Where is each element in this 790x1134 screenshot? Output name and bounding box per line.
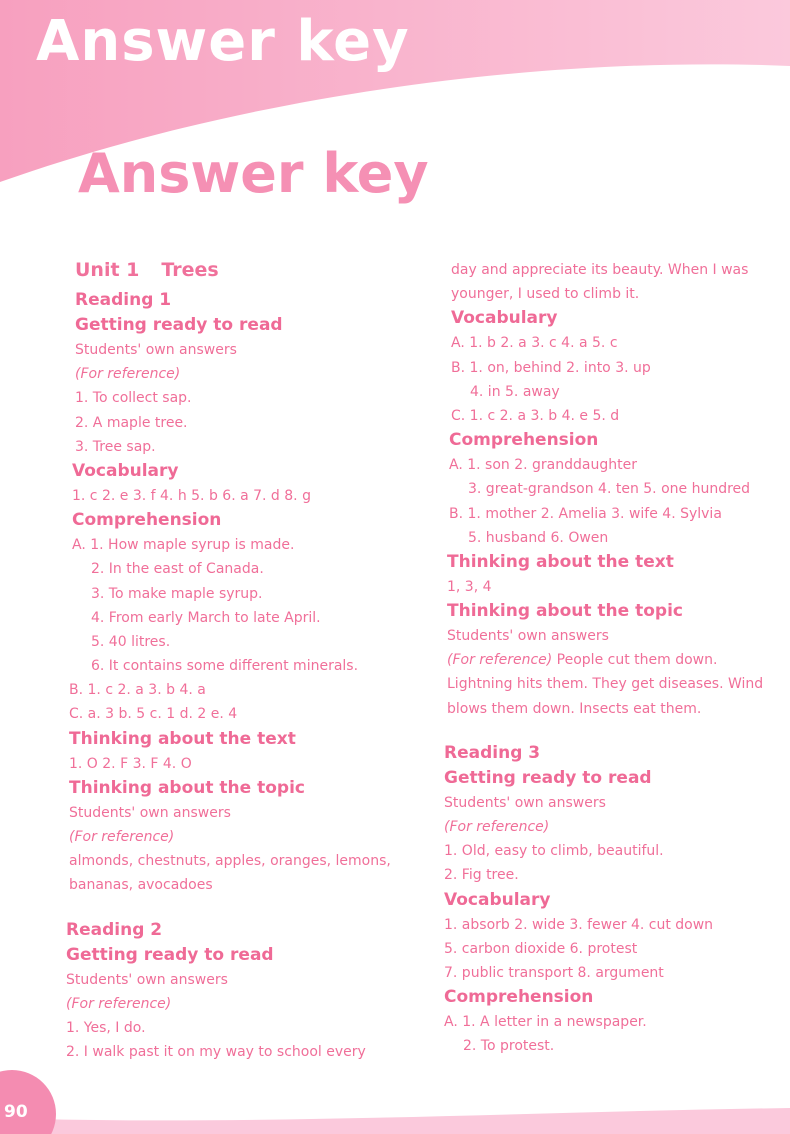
vocabulary-heading: Vocabulary (72, 460, 179, 481)
answer-line: A. 1. b 2. a 3. c 4. a 5. c (451, 335, 618, 352)
students-own-answers: Students' own answers (66, 971, 228, 988)
getting-ready-heading: Getting ready to read (75, 315, 283, 335)
answer-line: 1. Old, easy to climb, beautiful. (444, 843, 664, 860)
students-own-answers: Students' own answers (75, 342, 237, 358)
answer-line: 1. absorb 2. wide 3. fewer 4. cut down (444, 916, 714, 933)
getting-ready-heading: Getting ready to read (444, 767, 652, 788)
for-reference: (For reference) (444, 819, 550, 835)
reading-1-heading: Reading 1 (75, 290, 172, 310)
answer-line: 2. To protest. (463, 1038, 555, 1055)
comprehension-heading: Comprehension (444, 987, 594, 1008)
answer-line: 1. To collect sap. (75, 390, 192, 407)
left-column (66, 252, 416, 1064)
answer-line: 7. public transport 8. argument (444, 964, 664, 981)
thinking-about-topic-heading: Thinking about the topic (69, 777, 305, 798)
answer-line: B. 1. on, behind 2. into 3. up (451, 359, 651, 376)
answer-line: 2. I walk past it on my way to school every (66, 1044, 366, 1061)
answer-line: 2. A maple tree. (75, 414, 188, 431)
answer-line: Lightning hits them. They get diseases. Wind (447, 676, 764, 693)
answer-line: bananas, avocadoes (69, 877, 213, 894)
answer-line: almonds, chestnuts, apples, oranges, lemons, (69, 853, 391, 870)
answer-line: 6. It contains some different minerals. (91, 658, 359, 675)
right-column (440, 258, 790, 1059)
answer-line: 2. Fig tree. (444, 867, 519, 884)
unit-label: Unit 1 (75, 259, 140, 281)
answer-line: day and appreciate its beauty. When I was (451, 262, 749, 278)
reading-3-heading: Reading 3 (444, 742, 541, 763)
for-reference: (For reference) (69, 829, 175, 845)
banner-title: Answer key (36, 9, 410, 74)
unit-heading (75, 252, 416, 288)
answer-line: 3. great-grandson 4. ten 5. one hundred (468, 481, 751, 498)
answer-line: 1, 3, 4 (447, 578, 492, 595)
answer-text: People cut them down. (552, 652, 718, 669)
answer-line: A. 1. son 2. granddaughter (449, 457, 637, 474)
answer-line: B. 1. mother 2. Amelia 3. wife 4. Sylvia (449, 505, 722, 522)
comprehension-heading: Comprehension (449, 430, 599, 451)
comprehension-heading: Comprehension (72, 510, 222, 531)
answer-line: 2. In the east of Canada. (91, 561, 264, 578)
answer-line: 5. husband 6. Owen (468, 529, 609, 546)
answer-line: B. 1. c 2. a 3. b 4. a (69, 682, 206, 699)
page-title: Answer key (78, 142, 429, 205)
answer-line: 1. O 2. F 3. F 4. O (69, 755, 192, 772)
thinking-about-text-heading: Thinking about the text (447, 551, 674, 572)
answer-line: blows them down. Insects eat them. (447, 700, 702, 717)
page-number: 90 (4, 1102, 28, 1122)
answer-line: 1. c 2. e 3. f 4. h 5. b 6. a 7. d 8. g (72, 487, 311, 504)
students-own-answers: Students' own answers (444, 794, 606, 811)
for-reference-line (447, 648, 790, 672)
answer-line: A. 1. A letter in a newspaper. (444, 1014, 647, 1031)
for-reference: (For reference) (447, 652, 553, 669)
getting-ready-heading: Getting ready to read (66, 944, 274, 965)
answer-line: 4. in 5. away (470, 383, 560, 400)
unit-name: Trees (161, 259, 219, 281)
answer-line: 5. carbon dioxide 6. protest (444, 940, 638, 957)
answer-line: 3. To make maple syrup. (91, 585, 263, 602)
reading-2-heading: Reading 2 (66, 919, 163, 940)
answer-line: younger, I used to climb it. (451, 286, 640, 303)
answer-line: 4. From early March to late April. (91, 609, 321, 626)
answer-line: 1. Yes, I do. (66, 1019, 146, 1036)
for-reference: (For reference) (66, 995, 172, 1012)
answer-line: 5. 40 litres. (91, 633, 171, 650)
for-reference: (For reference) (75, 366, 181, 383)
students-own-answers: Students' own answers (447, 628, 609, 645)
answer-line: C. 1. c 2. a 3. b 4. e 5. d (451, 407, 620, 424)
answer-line: C. a. 3 b. 5 c. 1 d. 2 e. 4 (69, 706, 238, 723)
vocabulary-heading: Vocabulary (451, 308, 558, 329)
vocabulary-heading: Vocabulary (444, 889, 551, 910)
thinking-about-text-heading: Thinking about the text (69, 728, 296, 749)
answer-line: A. 1. How maple syrup is made. (72, 537, 295, 554)
thinking-about-topic-heading: Thinking about the topic (447, 601, 683, 622)
answer-line: 3. Tree sap. (75, 438, 156, 455)
students-own-answers: Students' own answers (69, 804, 231, 821)
